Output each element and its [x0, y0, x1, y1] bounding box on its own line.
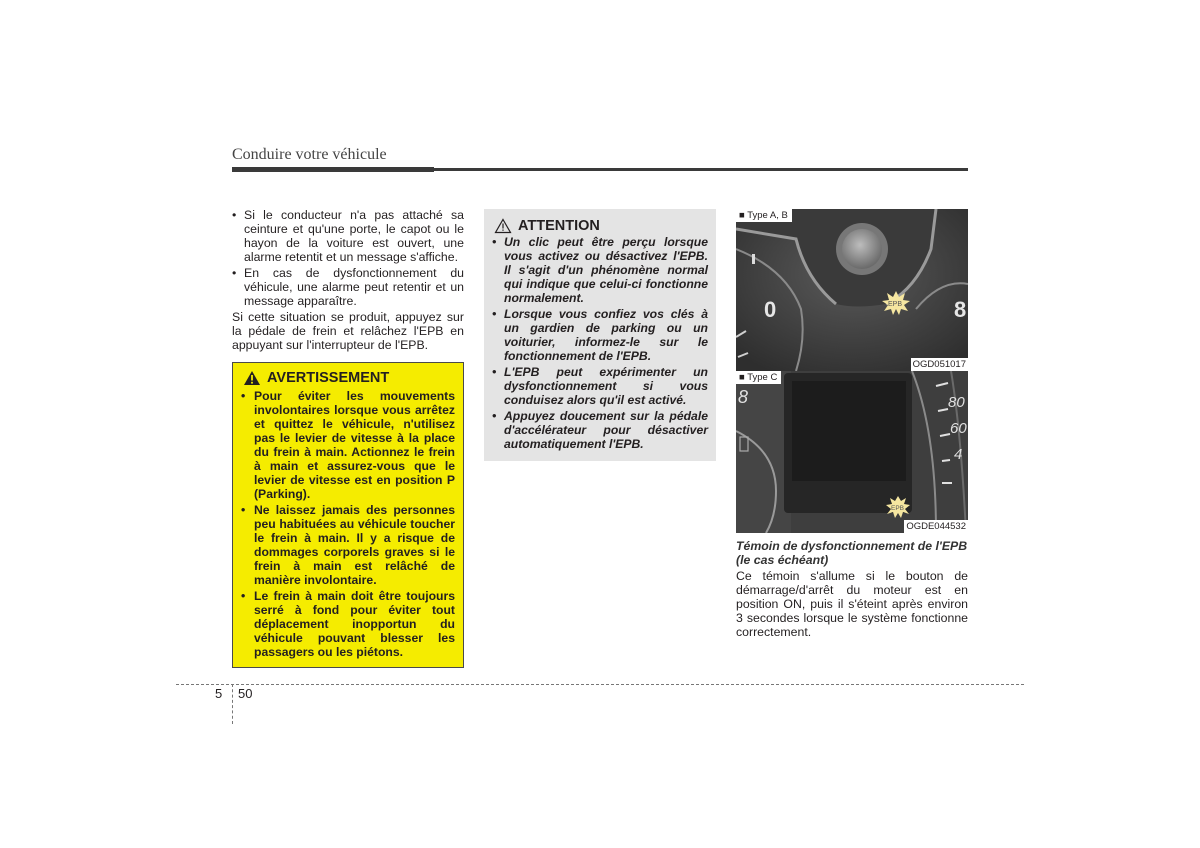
gauge-number: 80: [948, 394, 965, 411]
epb-label: EPB: [888, 301, 903, 308]
footer-rule: [176, 684, 1024, 685]
list-item: • Lorsque vous confiez vos clés à un gardien de parking ou un voiturier, informez-le sur le fonctionnement de l'EPB.: [492, 307, 708, 363]
figure-label: ■ Type A, B: [736, 209, 792, 222]
gauge-number: 60: [950, 420, 967, 437]
gauge-number: 8: [738, 387, 749, 407]
figure-type-ab: [736, 209, 968, 371]
gauge-number: 8: [954, 297, 967, 322]
list-item: • Si le conducteur n'a pas attaché sa ceinture et qu'une porte, le capot ou le hayon de la voiture est ouvert, une alarme retentit et un message s'affiche.: [232, 208, 464, 264]
paragraph: Si cette situation se produit, appuyez sur la pédale de frein et relâchez l'EPB en appuyant sur l'interrupteur de l'EPB.: [232, 310, 464, 352]
epb-label: EPB: [891, 505, 905, 512]
section-title: Conduire votre véhicule: [232, 146, 387, 163]
list-item: • Pour éviter les mouvements involontaires lorsque vous arrêtez et quittez le véhicule, n'utilisez pas le levier de vitesse à la place du frein à main. Actionnez le frein à main et assurez-vous que le levier de vitesse est en position P (Parking).: [241, 389, 455, 501]
figure-code: OGD051017: [912, 359, 966, 370]
list-item: • En cas de dysfonctionnement du véhicule, une alarme peut retentir et un message apparaître.: [232, 266, 464, 308]
warning-triangle-icon: [243, 370, 261, 386]
column-1-text: [232, 208, 464, 352]
list-item: • L'EPB peut expérimenter un dysfonctionnement si vous conduisez alors qu'il est activé.: [492, 365, 708, 407]
warning-box: [232, 362, 464, 668]
instrument-cluster-illustration: [736, 209, 968, 371]
list-item: • Un clic peut être perçu lorsque vous activez ou désactivez l'EPB. Il s'agit d'un phénomène normal qui indique que celui-ci fonctionne normalement.: [492, 235, 708, 305]
list-item: • Appuyez doucement sur la pédale d'accélérateur pour désactiver automatiquement l'EPB.: [492, 409, 708, 451]
warning-title: AVERTISSEMENT: [243, 369, 455, 387]
list-item: • Le frein à main doit être toujours serré à fond pour éviter tout déplacement inopportun du véhicule pouvant blesser les passagers ou les piétons.: [241, 589, 455, 659]
caption-title: Témoin de dysfonctionnement de l'EPB (le cas échéant): [736, 539, 968, 567]
attention-title: ATTENTION: [494, 217, 708, 235]
page-number: 50: [238, 686, 253, 701]
caption-body: Ce témoin s'allume si le bouton de démarrage/d'arrêt du moteur est en position ON, puis il s'éteint après environ 3 secondes lorsque le système fonctionne correctement.: [736, 569, 968, 639]
header-rule: [232, 168, 968, 171]
attention-box: [484, 209, 716, 461]
figure-code: OGDE044532: [906, 521, 966, 532]
list-item: • Ne laissez jamais des personnes peu habituées au véhicule toucher le frein à main. Il y a risque de dommages corporels graves si le frein à main est relâché de manière involontaire.: [241, 503, 455, 587]
gauge-number: 0: [764, 297, 777, 322]
gauge-number: 4: [954, 446, 963, 463]
footer-divider: [232, 684, 233, 724]
attention-list: [492, 235, 708, 451]
figure-type-c: [736, 371, 968, 533]
warning-list: [241, 389, 455, 659]
figure-label: ■ Type C: [736, 371, 781, 384]
instrument-cluster-illustration: [736, 371, 968, 533]
chapter-number: 5: [215, 686, 223, 701]
attention-triangle-icon: [494, 218, 512, 234]
